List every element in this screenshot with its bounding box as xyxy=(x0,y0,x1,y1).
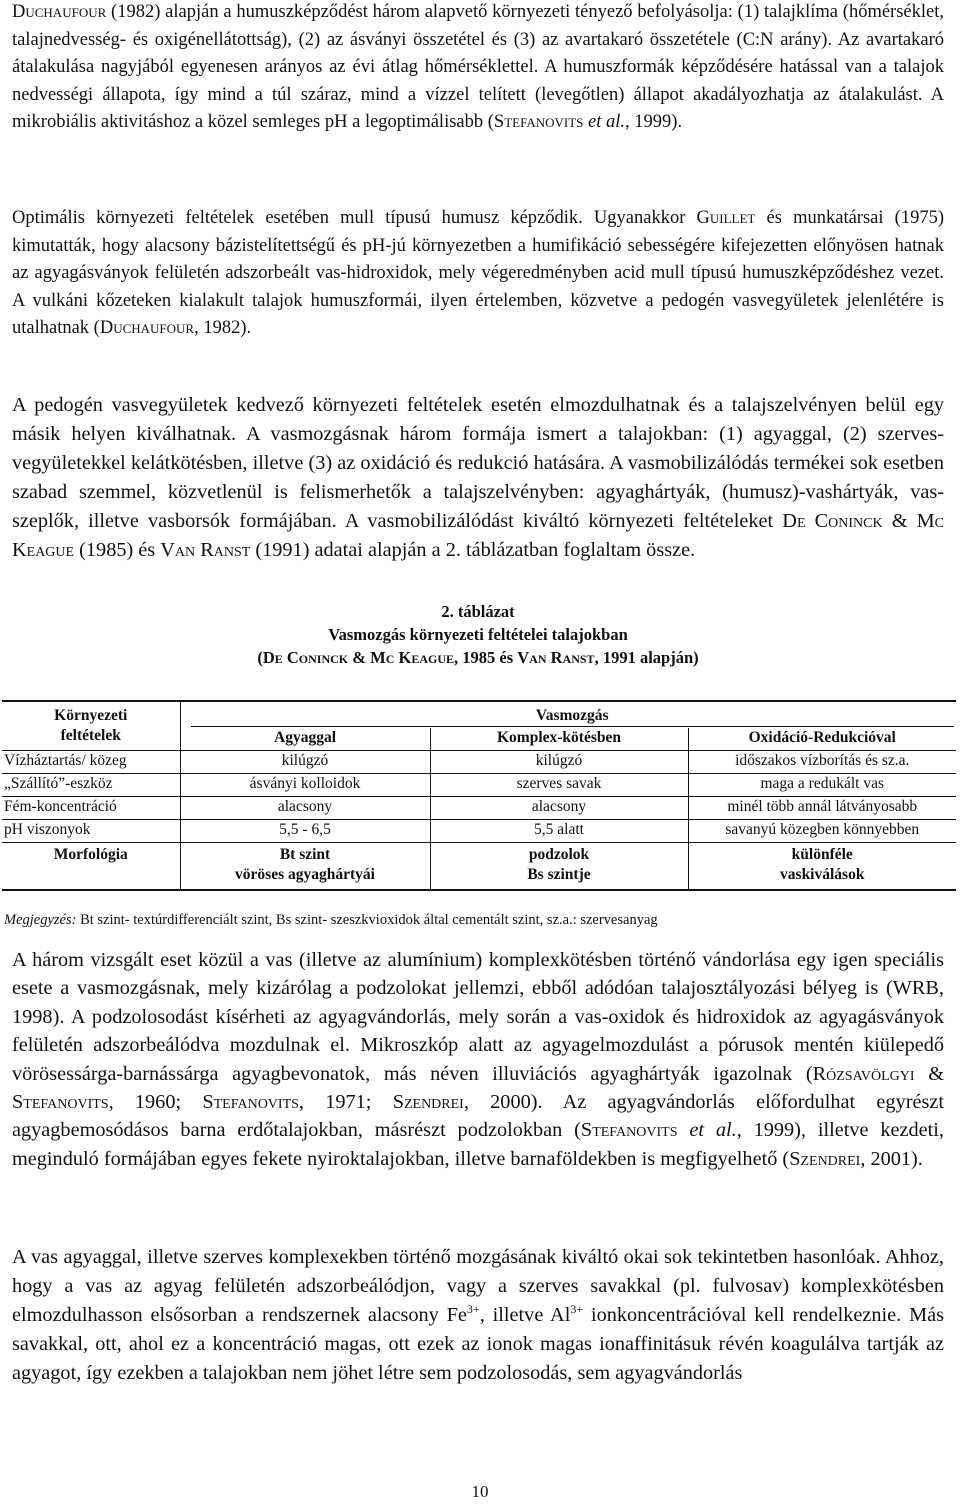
author-citation: Van Ranst xyxy=(160,539,251,561)
paragraph-text: A három vizsgált eset közül a vas (illetve az alumínium) komplexkötésben történő vándorlása egy igen speciális esete a vasmozgásnak, mely kizárólag a podzolokat jellemzi, ebből adódóan talajosztályozási bélyeg is (WRB, 1998). A podzolosodást kísérheti az agyagvándorlás, mely során a vas-oxidok és hidroxidok az agyagásványok felületén adszorbeálódva mozdulnak el. Mikroszkóp alatt az agyagelmozdulást a pórusok mentén kiülepedő vörösessárga-barnássárga agyagbevonatok, más néven illuviációs agyaghártyák igazolnak ( xyxy=(12,949,944,1085)
paragraph-text: , 2000). Az agyagvándorlás előfordulhat egyrészt agyagbemosódásos barna erdőtalajokban, másrészt podzolokban ( xyxy=(12,1091,944,1142)
cell-text: Bt szint xyxy=(279,846,331,863)
paragraph-text: , 1999). xyxy=(625,112,683,133)
header-redox: Oxidáció-Redukcióval xyxy=(688,728,956,751)
cell: kilúgzó xyxy=(430,751,688,774)
cell: minél több annál látványosabb xyxy=(688,797,956,820)
cell: ásványi kolloidok xyxy=(180,774,430,797)
cell: maga a redukált vas xyxy=(688,774,956,797)
paragraph-text: Optimális környezeti feltételek esetében mull típusú humusz képződik. Ugyanakkor xyxy=(12,208,697,228)
paragraph-text: (1985) és xyxy=(74,539,161,561)
row-label xyxy=(2,843,180,891)
paragraph-text: , 1982). xyxy=(194,318,252,339)
paragraph-text: , 1999), illetve kezdeti, meginduló formájában egyes fekete nyiroktalajokban, illetve barnaföldekben is megfigyelhető ( xyxy=(12,1119,944,1170)
cell: 5,5 alatt xyxy=(430,820,688,843)
paragraph-text: A pedogén vasvegyületek kedvező környezeti feltételek esetén elmozdulhatnak és a talajszelvényen belül egy másik helyen kiválhatnak. A vasmozgásnak három formája ismert a talajokban: (1) agyaggal, (2) szerves-vegyületekkel kelátkötésben, illetve (3) az oxidáció és redukció hatására. A vasmobilizálódás termékei sok esetben szabad szemmel, közvetlenül is felismerhetők a talajszelvényben: agyaghártyák, (humusz)-vashártyák, vas-szeplők, illetve vasborsók formájában. A vasmobilizálódást kiváltó környezeti feltételeket xyxy=(12,394,944,532)
paragraph-text: , illetve Al xyxy=(479,1304,571,1326)
paragraph-text: és munkatársai (1975) kimutatták, hogy alacsony bázistelítettségű és pH-jú környezetben a humifikáció sebességére kifejezetten előnyösen hatnak az agyagásványok felületén adszorbeált vas-hidroxidok, mely végeredményben acid mull típusú humuszképződéshez vezet. A vulkáni kőzeteken kialakult talajok humuszformái, ilyen értelemben, közvetve a pedogén vasvegyületek jelenlétére is utalhatnak ( xyxy=(12,208,944,339)
cell: 5,5 - 6,5 xyxy=(180,820,430,843)
author-citation: Stefanovits xyxy=(12,1091,109,1114)
author-citation: Mc Keague xyxy=(12,510,944,561)
cell-text: Bs szintje xyxy=(527,866,591,883)
cell-text: podzolok xyxy=(528,846,590,863)
paragraph-text: , 2001). xyxy=(860,1147,923,1170)
author-citation: Stefanovits xyxy=(580,1119,678,1142)
paragraph-text: , 1971; xyxy=(298,1091,393,1114)
caption-text: & xyxy=(348,648,371,667)
cell xyxy=(688,843,956,891)
table-title: Vasmozgás környezeti feltételei talajokban xyxy=(328,625,628,644)
paragraph-iron-clay-complexes xyxy=(12,1243,944,1388)
paragraph-text: (1982) alapján a humuszképződést három alapvető környezeti tényező befolyásolja: (1) talajklíma (hőmérséklet, talajnedvesség- és oxigénellátottság), (2) az ásványi összetétel és (3) az avartakaró összetétele (C:N arány). Az avartakaró átalakulása nagyjából egyenesen arányos az évi átlag hőmérséklettel. A humuszformák képződésére hatással van a talajok nedvességi állapota, így mind a túl száraz, mind a vízzel telített (levegőtlen) állapot akadályozhatja az átalakulást. A mikrobiális aktivitáshoz a közel semleges pH a legoptimálisabb ( xyxy=(12,2,944,133)
paragraph-text: A vas agyaggal, illetve szerves komplexekben történő mozgásának kiváltó okai sok tekintetben hasonlóak. Ahhoz, hogy a vas az agyag felületén adszorbeálódjon, vagy a szerves savakkal (pl. fulvosav) komplexkötésben elmozdulhasson elsősorban a rendszernek alacsony Fe xyxy=(12,1246,944,1326)
note-text: Bt szint- textúrdifferenciált szint, Bs szint- szeszkvioxidok által cementált szint, sz.a.: szervesanyag xyxy=(76,912,658,928)
cell-text: vaskiválások xyxy=(780,866,865,883)
header-complex: Komplex-kötésben xyxy=(430,728,688,751)
table-caption xyxy=(12,600,944,669)
table-source xyxy=(12,646,944,669)
author-citation: Mc Keague xyxy=(370,648,455,667)
header-iron-movement xyxy=(180,701,956,728)
caption-text: , 1985 és xyxy=(454,648,518,667)
paragraph-text: & xyxy=(882,510,917,532)
cell: szerves savak xyxy=(430,774,688,797)
paragraph-podzolization xyxy=(12,946,944,1173)
paragraph-text: ionkoncentrációval kell rendelkeznie. Más savakkal, ott, ahol ez a koncentráció magas, ott ezek az ionok magas ionaffinitásuk révén koagulálva tartják az agyagot, így ezekben a talajokban nem jöhet létre sem podzolosodás, sem agyagvándorlás xyxy=(12,1304,944,1384)
paragraph-iron-movement xyxy=(12,391,944,565)
paragraph-text: & xyxy=(914,1062,944,1085)
paragraph-text: , 1960; xyxy=(108,1091,203,1114)
author-citation: De Coninck xyxy=(262,648,349,667)
cell: alacsony xyxy=(430,797,688,820)
iron-movement-table xyxy=(2,700,956,891)
table-row xyxy=(2,774,956,797)
header-text: Vasmozgás xyxy=(191,706,955,727)
table-row xyxy=(2,797,956,820)
paragraph-text: (1991) adatai alapján a 2. táblázatban foglaltam össze. xyxy=(250,539,696,561)
table-note xyxy=(4,911,954,929)
author-citation: Stefanovits xyxy=(202,1091,299,1114)
table-header-row xyxy=(2,701,956,728)
table-number: 2. táblázat xyxy=(441,602,515,621)
cell: savanyú közegben könnyebben xyxy=(688,820,956,843)
cell: alacsony xyxy=(180,797,430,820)
header-text: feltételek xyxy=(60,727,121,744)
et-al: et al. xyxy=(677,1119,737,1142)
header-conditions xyxy=(2,701,180,751)
cell: időszakos vízborítás és sz.a. xyxy=(688,751,956,774)
note-label: Megjegyzés: xyxy=(4,912,77,928)
header-text: Környezeti xyxy=(54,707,128,724)
row-label: pH viszonyok xyxy=(2,820,180,843)
row-label: Vízháztartás/ közeg xyxy=(2,751,180,774)
cell-text: különféle xyxy=(791,846,853,863)
author-citation: De Coninck xyxy=(782,510,883,532)
cell xyxy=(430,843,688,891)
row-label: Fém-koncentráció xyxy=(2,797,180,820)
author-citation: Van Ranst xyxy=(517,648,595,667)
caption-text: , 1991 alapján) xyxy=(594,648,699,667)
author-citation: Guillet xyxy=(696,208,756,228)
table-row xyxy=(2,820,956,843)
page-number: 10 xyxy=(471,1482,489,1501)
row-label: „Szállító”-eszköz xyxy=(2,774,180,797)
author-citation: Szendrei xyxy=(392,1091,464,1114)
caption-text: ( xyxy=(257,648,263,667)
author-citation: Duchaufour xyxy=(99,318,195,339)
cell: kilúgzó xyxy=(180,751,430,774)
author-citation: Szendrei xyxy=(789,1147,861,1170)
cell-text: Morfológia xyxy=(53,846,128,863)
superscript: 3+ xyxy=(466,1302,480,1316)
author-citation: Rózsavölgyi xyxy=(812,1062,915,1085)
cell-text: vöröses agyaghártyái xyxy=(235,866,375,883)
table-row-morphology xyxy=(2,843,956,891)
paragraph-mull-humus xyxy=(12,205,944,343)
table-row xyxy=(2,751,956,774)
author-citation: Stefanovits xyxy=(493,112,584,133)
cell xyxy=(180,843,430,891)
superscript: 3+ xyxy=(570,1302,584,1316)
author-citation: Duchaufour xyxy=(12,2,107,22)
header-clay: Agyaggal xyxy=(180,728,430,751)
et-al: et al. xyxy=(583,112,626,133)
paragraph-humus-formation xyxy=(12,0,944,137)
